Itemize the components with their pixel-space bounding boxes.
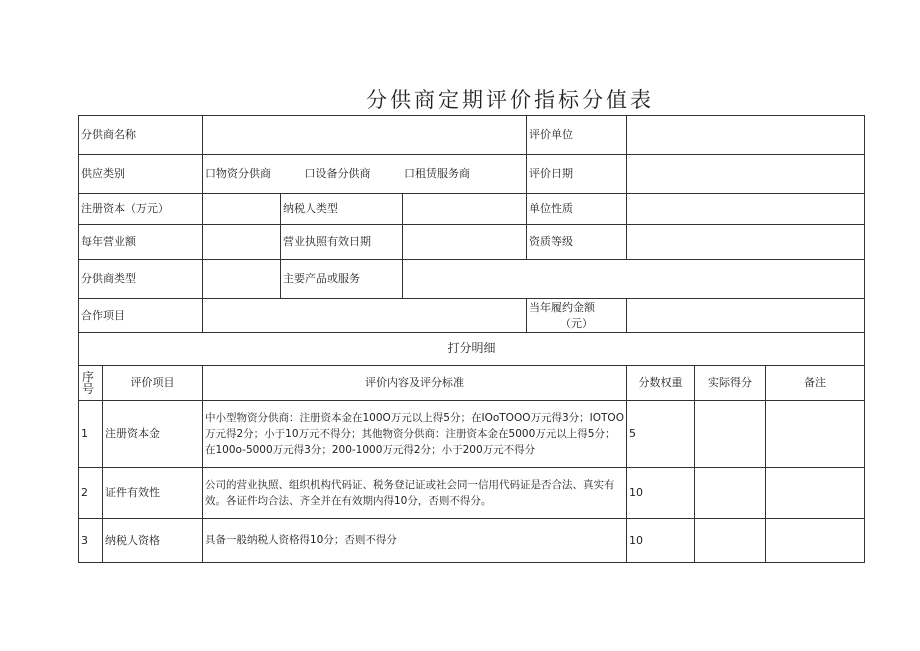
supply-type-options (203, 155, 527, 194)
row-annual-revenue (79, 225, 865, 260)
row-actual-score[interactable] (695, 401, 766, 468)
table-row (79, 519, 865, 563)
label-supplier-type: 分供商类型 (79, 260, 203, 299)
row-item: 证件有效性 (103, 468, 203, 519)
page-title: 分供商定期评价指标分值表 (366, 88, 654, 112)
input-annual-contract[interactable] (627, 299, 865, 333)
input-eval-date[interactable] (627, 155, 865, 194)
label-eval-unit: 评价单位 (527, 116, 627, 155)
header-weight: 分数权重 (627, 366, 695, 401)
header-seq-line1: 序 (82, 370, 95, 384)
header-remark: 备注 (766, 366, 865, 401)
input-supplier-name[interactable] (203, 116, 527, 155)
label-taxpayer-type: 纳税人类型 (281, 194, 403, 225)
row-remark[interactable] (766, 468, 865, 519)
row-actual-score[interactable] (695, 519, 766, 563)
label-annual-revenue: 每年营业额 (79, 225, 203, 260)
row-cooperation-project (79, 299, 865, 333)
header-criteria: 评价内容及评分标准 (203, 366, 627, 401)
header-item: 评价项目 (103, 366, 203, 401)
checkbox-equipment-supplier[interactable]: 口设备分供商 (304, 167, 371, 181)
row-seq: 2 (79, 468, 103, 519)
label-annual-contract-line1: 当年履约金额 (529, 300, 596, 314)
row-criteria: 具备一般纳税人资格得10分；否则不得分 (203, 519, 627, 563)
label-cooperation-project: 合作项目 (79, 299, 203, 333)
row-criteria: 中小型物资分供商：注册资本金在100O万元以上得5分；在IOoTOOO万元得3分；IOTOO万元得2分；小于10万元不得分；其他物资分供商：注册资本金在5000万元以上得5分；在100o-5000万元得3分；200-1000万元得2分；小于200万元不得分 (203, 401, 627, 468)
row-remark[interactable] (766, 519, 865, 563)
row-supplier-name (79, 116, 865, 155)
input-cooperation-project[interactable] (203, 299, 527, 333)
input-taxpayer-type[interactable] (403, 194, 527, 225)
row-item: 注册资本金 (103, 401, 203, 468)
row-weight: 10 (627, 468, 695, 519)
label-qualification-level: 资质等级 (527, 225, 627, 260)
label-main-products: 主要产品或服务 (281, 260, 403, 299)
header-seq-line2: 号 (82, 382, 95, 396)
label-annual-contract (527, 299, 627, 333)
label-supplier-name: 分供商名称 (79, 116, 203, 155)
row-scoring-section (79, 333, 865, 366)
input-reg-capital[interactable] (203, 194, 281, 225)
label-annual-contract-line2: （元） (560, 316, 594, 330)
table-row (79, 468, 865, 519)
label-eval-date: 评价日期 (527, 155, 627, 194)
input-annual-revenue[interactable] (203, 225, 281, 260)
row-supplier-type (79, 260, 865, 299)
input-eval-unit[interactable] (627, 116, 865, 155)
input-qualification-level[interactable] (627, 225, 865, 260)
input-license-expiry[interactable] (403, 225, 527, 260)
row-remark[interactable] (766, 401, 865, 468)
checkbox-material-supplier[interactable]: 口物资分供商 (205, 167, 271, 181)
scoring-section-title: 打分明细 (79, 333, 865, 366)
row-supply-type (79, 155, 865, 194)
input-unit-nature[interactable] (627, 194, 865, 225)
header-seq (79, 366, 103, 401)
checkbox-rental-service[interactable]: 口租赁服务商 (404, 167, 470, 181)
evaluation-table (78, 115, 865, 563)
input-main-products[interactable] (403, 260, 865, 299)
label-reg-capital: 注册资本（万元） (79, 194, 203, 225)
table-row (79, 401, 865, 468)
header-actual: 实际得分 (695, 366, 766, 401)
row-seq: 1 (79, 401, 103, 468)
row-weight: 10 (627, 519, 695, 563)
scoring-header-row (79, 366, 865, 401)
row-item: 纳税人资格 (103, 519, 203, 563)
label-supply-type: 供应类别 (79, 155, 203, 194)
row-seq: 3 (79, 519, 103, 563)
row-criteria: 公司的营业执照、组织机构代码证、税务登记证或社会同一信用代码证是否合法、真实有效。各证件均合法、齐全并在有效期内得10分，否则不得分。 (203, 468, 627, 519)
input-supplier-type[interactable] (203, 260, 281, 299)
row-weight: 5 (627, 401, 695, 468)
label-license-expiry: 营业执照有效日期 (281, 225, 403, 260)
row-reg-capital (79, 194, 865, 225)
label-unit-nature: 单位性质 (527, 194, 627, 225)
row-actual-score[interactable] (695, 468, 766, 519)
